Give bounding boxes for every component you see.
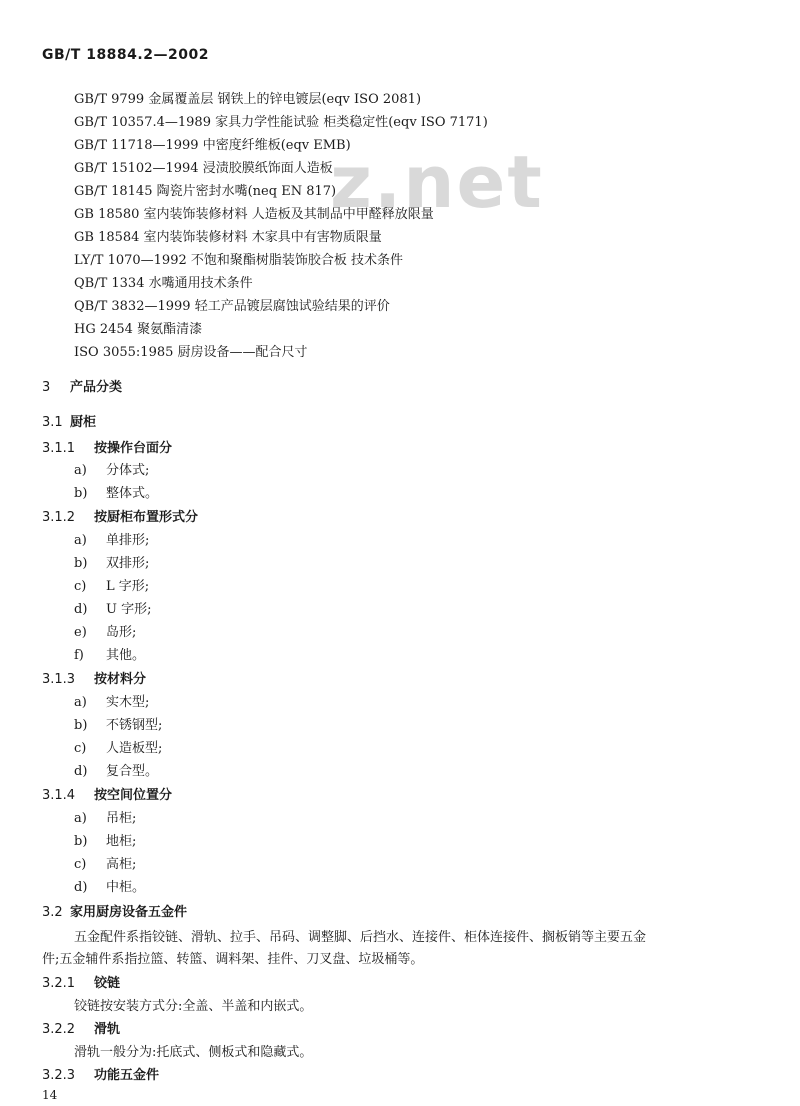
section-title: 铰链: [94, 976, 121, 991]
item-label: a): [74, 463, 87, 478]
list-item: [74, 879, 145, 897]
list-item: [74, 624, 136, 642]
section-title: 按厨柜布置形式分: [94, 510, 199, 525]
item-label: e): [74, 625, 87, 640]
item-text: 地柜;: [106, 834, 137, 849]
section-heading: [42, 414, 96, 432]
list-item: [74, 647, 145, 665]
section-heading: [42, 509, 198, 527]
reference-line: GB/T 18145 陶瓷片密封水嘴(neq EN 817): [74, 184, 337, 199]
reference-line: GB/T 11718—1999 中密度纤维板(eqv EMB): [74, 138, 351, 153]
item-label: d): [74, 764, 88, 779]
section-heading: [42, 975, 120, 993]
list-item: [74, 763, 158, 781]
section-title: 家用厨房设备五金件: [70, 905, 188, 920]
section-number: 3.2.3: [42, 1068, 76, 1083]
section-heading: [42, 1021, 120, 1039]
item-label: d): [74, 880, 88, 895]
item-text: 不锈钢型;: [106, 718, 163, 733]
item-text: 高柜;: [106, 857, 137, 872]
item-text: 其他。: [106, 648, 146, 663]
item-label: a): [74, 811, 87, 826]
list-item: [74, 810, 136, 828]
item-text: 岛形;: [106, 625, 137, 640]
reference-line: LY/T 1070—1992 不饱和聚酯树脂装饰胶合板 技术条件: [74, 253, 403, 268]
reference-line: GB/T 9799 金属覆盖层 钢铁上的锌电镀层(eqv ISO 2081): [74, 92, 422, 107]
item-text: 双排形;: [106, 556, 150, 571]
page-number: 14: [42, 1088, 58, 1102]
section-number: 3: [42, 380, 51, 395]
section-number: 3.2: [42, 905, 63, 920]
list-item: [74, 717, 162, 735]
list-item: [74, 694, 149, 712]
paragraph-line: 五金配件系指铰链、滑轨、拉手、吊码、调整脚、后挡水、连接件、柜体连接件、搁板销等主要五金: [74, 930, 647, 945]
item-text: U 字形;: [106, 602, 152, 617]
item-label: b): [74, 718, 88, 733]
item-label: b): [74, 486, 88, 501]
list-item: [74, 555, 149, 573]
section-number: 3.1.2: [42, 510, 76, 525]
item-label: c): [74, 857, 87, 872]
paragraph-line: 铰链按安装方式分:全盖、半盖和内嵌式。: [74, 999, 313, 1014]
section-title: 按材料分: [94, 672, 147, 687]
item-text: 分体式;: [106, 463, 150, 478]
list-item: [74, 485, 158, 503]
item-text: 实木型;: [106, 695, 150, 710]
list-item: [74, 462, 149, 480]
section-title: 按操作台面分: [94, 441, 173, 456]
reference-line: QB/T 3832—1999 轻工产品镀层腐蚀试验结果的评价: [74, 299, 390, 314]
section-number: 3.2.2: [42, 1022, 76, 1037]
item-text: 中柜。: [106, 880, 146, 895]
list-item: [74, 578, 149, 596]
item-label: b): [74, 834, 88, 849]
item-label: a): [74, 695, 87, 710]
item-text: 单排形;: [106, 533, 150, 548]
item-label: f): [74, 648, 84, 663]
watermark: z.net: [330, 140, 544, 224]
item-text: 吊柜;: [106, 811, 137, 826]
section-heading: [42, 440, 172, 458]
section-title: 功能五金件: [94, 1068, 160, 1083]
section-number: 3.1.4: [42, 788, 76, 803]
list-item: [74, 740, 162, 758]
item-text: 整体式。: [106, 486, 159, 501]
reference-line: GB 18580 室内装饰装修材料 人造板及其制品中甲醛释放限量: [74, 207, 434, 222]
item-text: 复合型。: [106, 764, 159, 779]
item-text: L 字形;: [106, 579, 150, 594]
item-label: c): [74, 741, 87, 756]
item-label: a): [74, 533, 87, 548]
reference-line: ISO 3055:1985 厨房设备——配合尺寸: [74, 345, 308, 360]
section-title: 滑轨: [94, 1022, 121, 1037]
item-label: b): [74, 556, 88, 571]
section-title: 产品分类: [70, 380, 123, 395]
reference-line: QB/T 1334 水嘴通用技术条件: [74, 276, 253, 291]
item-text: 人造板型;: [106, 741, 163, 756]
list-item: [74, 532, 149, 550]
paragraph-line: 滑轨一般分为:托底式、侧板式和隐藏式。: [74, 1045, 313, 1060]
item-label: d): [74, 602, 88, 617]
section-title: 按空间位置分: [94, 788, 173, 803]
section-number: 3.1.1: [42, 441, 76, 456]
list-item: [74, 833, 136, 851]
paragraph-line: 件;五金辅件系指拉篮、转篮、调料架、挂件、刀叉盘、垃圾桶等。: [42, 952, 424, 967]
reference-line: GB/T 10357.4—1989 家具力学性能试验 柜类稳定性(eqv ISO 7171): [74, 115, 488, 130]
section-number: 3.1.3: [42, 672, 76, 687]
section-heading: [42, 379, 122, 397]
item-label: c): [74, 579, 87, 594]
list-item: [74, 601, 151, 619]
reference-line: HG 2454 聚氨酯清漆: [74, 322, 203, 337]
standard-header: GB/T 18884.2—2002: [42, 47, 209, 63]
list-item: [74, 856, 136, 874]
section-number: 3.1: [42, 415, 63, 430]
section-heading: [42, 904, 187, 922]
reference-line: GB/T 15102—1994 浸渍胶膜纸饰面人造板: [74, 161, 333, 176]
reference-line: GB 18584 室内装饰装修材料 木家具中有害物质限量: [74, 230, 382, 245]
section-number: 3.2.1: [42, 976, 76, 991]
section-heading: [42, 787, 172, 805]
section-heading: [42, 671, 146, 689]
section-title: 厨柜: [70, 415, 97, 430]
section-heading: [42, 1067, 159, 1085]
